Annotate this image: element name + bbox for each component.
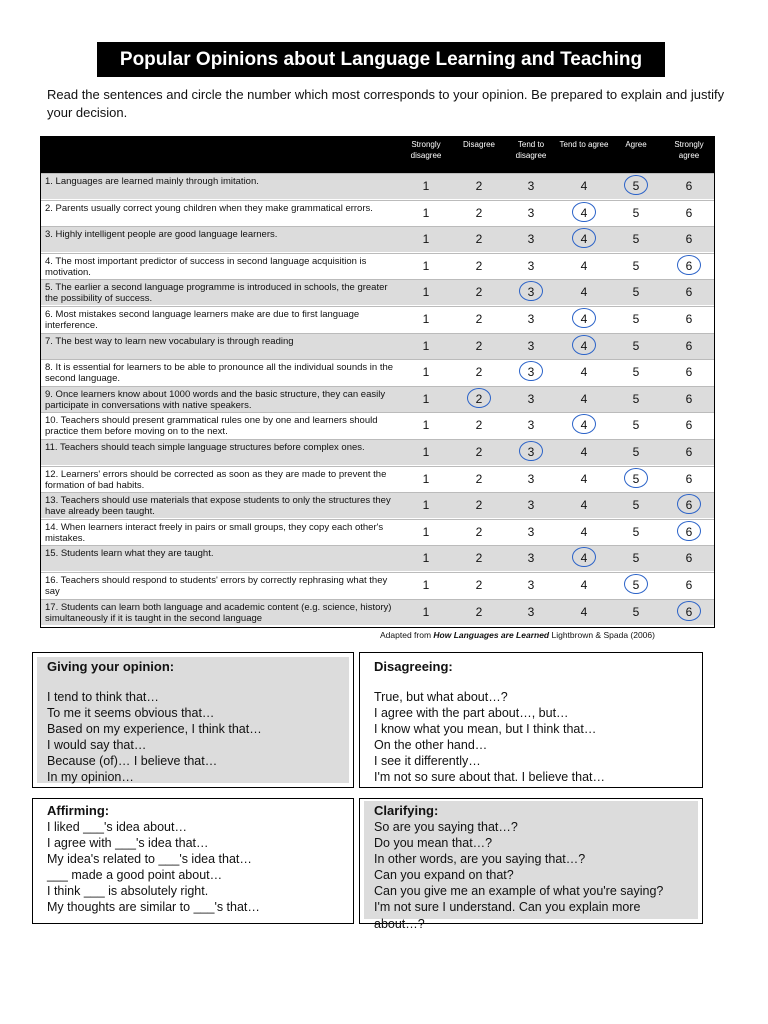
rating-option-5[interactable]: 5 xyxy=(632,338,640,353)
rating-option-5[interactable]: 5 xyxy=(632,551,640,566)
statement-text: 4. The most important predictor of success in second language acquisition is motivation. xyxy=(45,255,367,278)
rating-option-3[interactable]: 3 xyxy=(527,258,535,273)
rating-option-4[interactable]: 4 xyxy=(580,445,588,459)
rating-option-3[interactable]: 3 xyxy=(527,604,535,619)
phrase-line: I would say that… xyxy=(47,738,147,753)
rating-option-5[interactable]: 5 xyxy=(632,471,640,486)
affirming-title: Affirming: xyxy=(47,803,110,818)
scale-header-6: Strongly agree xyxy=(674,140,704,160)
rating-option-4[interactable]: 4 xyxy=(580,232,588,247)
rating-option-2[interactable]: 2 xyxy=(475,578,483,592)
statement-text: 14. When learners interact freely in pairs or small groups, they copy each other's mistakes. xyxy=(45,521,384,544)
rating-option-1[interactable]: 1 xyxy=(422,258,430,273)
statement-row xyxy=(41,279,714,305)
rating-option-2[interactable]: 2 xyxy=(475,312,483,326)
rating-option-1[interactable]: 1 xyxy=(422,205,430,220)
scale-header-5: Agree xyxy=(625,140,647,149)
statement-row xyxy=(41,253,714,279)
rating-option-6[interactable]: 6 xyxy=(685,365,693,380)
rating-option-6[interactable]: 6 xyxy=(685,179,693,193)
rating-option-2[interactable]: 2 xyxy=(475,471,483,486)
statement-text: 3. Highly intelligent people are good language learners. xyxy=(45,229,278,241)
selected-rating-circle xyxy=(677,521,701,541)
rating-option-6[interactable]: 6 xyxy=(685,578,693,592)
statement-text: 12. Learners' errors should be corrected as soon as they are made to prevent the formation of bad habits. xyxy=(45,468,387,491)
rating-option-4[interactable]: 4 xyxy=(580,205,588,220)
statement-text: 1. Languages are learned mainly through imitation. xyxy=(45,176,259,187)
phrase-line: I tend to think that… xyxy=(47,690,159,704)
statement-text: 9. Once learners know about 1000 words and the basic structure, they can easily participate in conversations with native speakers. xyxy=(45,388,386,411)
scale-header-1: Strongly disagree xyxy=(410,140,442,160)
selected-rating-circle xyxy=(572,202,596,222)
rating-option-1[interactable]: 1 xyxy=(422,604,430,619)
giving-opinion-inner xyxy=(37,657,349,783)
statement-row xyxy=(41,226,714,252)
rating-option-4[interactable]: 4 xyxy=(580,604,588,619)
rating-option-3[interactable]: 3 xyxy=(527,312,535,326)
rating-option-3[interactable]: 3 xyxy=(527,471,535,486)
rating-option-4[interactable]: 4 xyxy=(580,471,588,486)
opinion-survey-table xyxy=(40,136,715,628)
source-book-title: How Languages are Learned xyxy=(433,630,550,640)
rating-option-4[interactable]: 4 xyxy=(580,285,588,300)
statement-row xyxy=(41,173,714,199)
giving-opinion-title: Giving your opinion: xyxy=(47,659,175,674)
phrase-line: My idea's related to ___'s idea that… xyxy=(47,852,252,867)
statement-row xyxy=(41,386,714,412)
giving-opinion-phrases xyxy=(47,689,339,786)
rating-option-3[interactable]: 3 xyxy=(527,338,535,353)
rating-option-1[interactable]: 1 xyxy=(422,445,430,459)
rating-option-3[interactable]: 3 xyxy=(527,551,535,566)
phrase-line: In my opinion… xyxy=(47,770,134,785)
affirming-inner xyxy=(37,801,349,919)
rating-option-4[interactable]: 4 xyxy=(580,498,588,513)
statement-row xyxy=(41,200,714,226)
rating-option-2[interactable]: 2 xyxy=(475,445,483,459)
selected-rating-circle xyxy=(519,441,543,461)
statement-text: 6. Most mistakes second language learners make are due to first language interference. xyxy=(45,309,360,331)
selected-rating-circle xyxy=(572,335,596,355)
rating-option-6[interactable]: 6 xyxy=(685,258,693,273)
rating-option-4[interactable]: 4 xyxy=(580,418,588,433)
clarifying-box xyxy=(359,798,703,931)
phrase-line: Based on my experience, I think that… xyxy=(47,722,262,737)
phrase-line: Do you mean that…? xyxy=(374,836,493,851)
rating-option-5[interactable]: 5 xyxy=(632,445,640,459)
phrase-line: To me it seems obvious that… xyxy=(47,706,215,721)
phrase-line: On the other hand… xyxy=(374,738,488,753)
statement-row xyxy=(41,412,714,438)
phrase-line: Because (of)… I believe that… xyxy=(47,754,218,769)
statement-row xyxy=(41,492,714,518)
rating-option-3[interactable]: 3 xyxy=(527,232,535,247)
statement-row xyxy=(41,466,714,492)
rating-option-3[interactable]: 3 xyxy=(527,179,535,193)
rating-option-1[interactable]: 1 xyxy=(422,312,430,326)
rating-option-2[interactable]: 2 xyxy=(475,179,483,193)
phrase-line: I see it differently… xyxy=(374,754,481,769)
rating-option-2[interactable]: 2 xyxy=(475,418,483,433)
phrase-line: I agree with ___'s idea that… xyxy=(47,836,209,851)
statement-row xyxy=(41,545,714,571)
rating-option-2[interactable]: 2 xyxy=(475,338,483,353)
statement-row xyxy=(41,306,714,332)
rating-option-3[interactable]: 3 xyxy=(527,285,535,300)
statement-row xyxy=(41,519,714,545)
rating-option-5[interactable]: 5 xyxy=(632,604,640,619)
rating-option-4[interactable]: 4 xyxy=(580,551,588,566)
rating-option-5[interactable]: 5 xyxy=(632,498,640,513)
phrase-line: I'm not sure I understand. Can you explain more about…? xyxy=(374,900,641,931)
rating-option-1[interactable]: 1 xyxy=(422,418,430,433)
rating-option-1[interactable]: 1 xyxy=(422,179,430,193)
statement-text: 7. The best way to learn new vocabulary is through reading xyxy=(45,335,294,347)
statement-row xyxy=(41,572,714,598)
rating-option-2[interactable]: 2 xyxy=(475,391,483,406)
statement-row xyxy=(41,439,714,465)
rating-option-5[interactable]: 5 xyxy=(632,179,640,193)
selected-rating-circle xyxy=(677,255,701,275)
rating-option-3[interactable]: 3 xyxy=(527,365,535,380)
rating-option-4[interactable]: 4 xyxy=(580,338,588,353)
rating-option-2[interactable]: 2 xyxy=(475,551,483,566)
rating-option-5[interactable]: 5 xyxy=(632,258,640,273)
rating-option-6[interactable]: 6 xyxy=(685,391,693,406)
instructions-text: Read the sentences and circle the number which most corresponds to your opinion. Be prepared to explain and justify your decision. xyxy=(47,87,725,120)
rating-option-1[interactable]: 1 xyxy=(422,471,430,486)
selected-rating-circle xyxy=(572,308,596,328)
rating-option-2[interactable]: 2 xyxy=(475,258,483,273)
rating-option-4[interactable]: 4 xyxy=(580,365,588,380)
statement-text: 8. It is essential for learners to be able to pronounce all the individual sounds in the second language. xyxy=(45,362,394,385)
rating-option-5[interactable]: 5 xyxy=(632,365,640,380)
rating-option-6[interactable]: 6 xyxy=(685,604,693,619)
statement-text: 17. Students can learn both language and academic content (e.g. science, history) simultaneously if it is taught in the second language xyxy=(45,601,392,624)
rating-option-5[interactable]: 5 xyxy=(632,418,640,433)
scale-header-3: Tend to disagree xyxy=(515,140,547,160)
clarifying-phrases xyxy=(374,819,688,932)
clarifying-title: Clarifying: xyxy=(374,803,439,818)
disagreeing-title: Disagreeing: xyxy=(374,659,453,674)
rating-option-1[interactable]: 1 xyxy=(422,551,430,566)
phrase-line: ___ made a good point about… xyxy=(47,868,223,883)
rating-option-5[interactable]: 5 xyxy=(632,312,640,326)
rating-option-6[interactable]: 6 xyxy=(685,285,693,300)
statement-text: 2. Parents usually correct young children when they make grammatical errors. xyxy=(45,202,373,214)
rating-option-6[interactable]: 6 xyxy=(685,471,693,486)
rating-option-1[interactable]: 1 xyxy=(422,524,430,539)
rating-option-2[interactable]: 2 xyxy=(475,365,483,380)
selected-rating-circle xyxy=(624,468,648,488)
phrase-line: I know what you mean, but I think that… xyxy=(374,722,597,737)
rating-option-5[interactable]: 5 xyxy=(632,285,640,300)
selected-rating-circle xyxy=(467,388,491,408)
rating-option-5[interactable]: 5 xyxy=(632,578,640,592)
rating-option-1[interactable]: 1 xyxy=(422,285,430,300)
source-suffix: Lightbrown & Spada (2006) xyxy=(549,630,655,640)
rating-option-6[interactable]: 6 xyxy=(685,524,693,539)
scale-header-2: Disagree xyxy=(462,140,495,149)
rating-option-6[interactable]: 6 xyxy=(685,205,693,220)
rating-option-5[interactable]: 5 xyxy=(632,524,640,539)
source-prefix: Adapted from xyxy=(380,630,434,640)
phrase-line: I liked ___'s idea about… xyxy=(47,820,187,834)
rating-option-6[interactable]: 6 xyxy=(685,232,693,247)
selected-rating-circle xyxy=(624,574,648,594)
giving-opinion-box xyxy=(32,652,354,788)
affirming-phrases xyxy=(47,819,339,916)
rating-option-6[interactable]: 6 xyxy=(685,312,693,326)
rating-option-3[interactable]: 3 xyxy=(527,578,535,592)
affirming-box xyxy=(32,798,354,924)
phrase-line: I think ___ is absolutely right. xyxy=(47,884,209,899)
rating-option-5[interactable]: 5 xyxy=(632,391,640,406)
phrase-line: Can you expand on that? xyxy=(374,868,514,883)
rating-option-3[interactable]: 3 xyxy=(527,524,535,539)
survey-header xyxy=(41,137,714,173)
rating-option-2[interactable]: 2 xyxy=(475,524,483,539)
rating-option-4[interactable]: 4 xyxy=(580,391,588,406)
source-citation xyxy=(380,630,750,640)
rating-option-4[interactable]: 4 xyxy=(580,578,588,592)
rating-option-4[interactable]: 4 xyxy=(580,258,588,273)
rating-option-5[interactable]: 5 xyxy=(632,205,640,220)
rating-option-6[interactable]: 6 xyxy=(685,551,693,566)
selected-rating-circle xyxy=(677,601,701,621)
rating-option-5[interactable]: 5 xyxy=(632,232,640,247)
page-title: Popular Opinions about Language Learning and Teaching xyxy=(97,42,665,77)
disagreeing-box xyxy=(359,652,703,788)
rating-option-1[interactable]: 1 xyxy=(422,391,430,406)
rating-option-2[interactable]: 2 xyxy=(475,604,483,619)
rating-option-6[interactable]: 6 xyxy=(685,418,693,433)
clarifying-inner xyxy=(364,801,698,931)
rating-option-1[interactable]: 1 xyxy=(422,578,430,592)
phrase-line: I'm not so sure about that. I believe that… xyxy=(374,770,605,785)
scale-header-4: Tend to agree xyxy=(559,140,609,149)
rating-option-1[interactable]: 1 xyxy=(422,232,430,247)
rating-option-3[interactable]: 3 xyxy=(527,418,535,433)
rating-option-1[interactable]: 1 xyxy=(422,338,430,353)
rating-option-3[interactable]: 3 xyxy=(527,498,535,513)
phrase-line: My thoughts are similar to ___'s that… xyxy=(47,900,260,915)
rating-option-1[interactable]: 1 xyxy=(422,365,430,380)
phrase-line: Can you give me an example of what you're saying? xyxy=(374,884,664,899)
rating-option-4[interactable]: 4 xyxy=(580,524,588,539)
rating-option-2[interactable]: 2 xyxy=(475,232,483,247)
statement-row xyxy=(41,599,714,625)
rating-option-2[interactable]: 2 xyxy=(475,498,483,513)
disagreeing-inner xyxy=(364,657,698,783)
rating-option-3[interactable]: 3 xyxy=(527,391,535,406)
phrase-line: True, but what about…? xyxy=(374,690,508,704)
statement-row xyxy=(41,333,714,359)
statement-row xyxy=(41,359,714,385)
rating-option-4[interactable]: 4 xyxy=(580,179,588,193)
statement-text: 11. Teachers should teach simple language structures before complex ones. xyxy=(45,442,365,453)
rating-option-3[interactable]: 3 xyxy=(527,445,535,459)
rating-option-6[interactable]: 6 xyxy=(685,445,693,459)
phrase-line: In other words, are you saying that…? xyxy=(374,852,586,867)
rating-option-2[interactable]: 2 xyxy=(475,285,483,300)
statement-text: 13. Teachers should use materials that expose students to only the structures they have already been taught. xyxy=(45,495,391,518)
phrase-line: I agree with the part about…, but… xyxy=(374,706,569,721)
rating-option-6[interactable]: 6 xyxy=(685,498,693,513)
disagreeing-phrases xyxy=(374,689,688,786)
rating-option-4[interactable]: 4 xyxy=(580,312,588,326)
rating-option-6[interactable]: 6 xyxy=(685,338,693,353)
selected-rating-circle xyxy=(624,175,648,195)
rating-option-3[interactable]: 3 xyxy=(527,205,535,220)
statement-text: 10. Teachers should present grammatical rules one by one and learners should practice them before moving on to the next. xyxy=(45,415,378,438)
statement-text: 15. Students learn what they are taught. xyxy=(45,548,214,560)
rating-option-1[interactable]: 1 xyxy=(422,498,430,513)
statement-text: 16. Teachers should respond to students' errors by correctly rephrasing what they say xyxy=(45,575,388,597)
phrase-line: So are you saying that…? xyxy=(374,820,518,834)
statement-text: 5. The earlier a second language programme is introduced in schools, the greater the possibility of success. xyxy=(45,282,388,305)
rating-option-2[interactable]: 2 xyxy=(475,205,483,220)
